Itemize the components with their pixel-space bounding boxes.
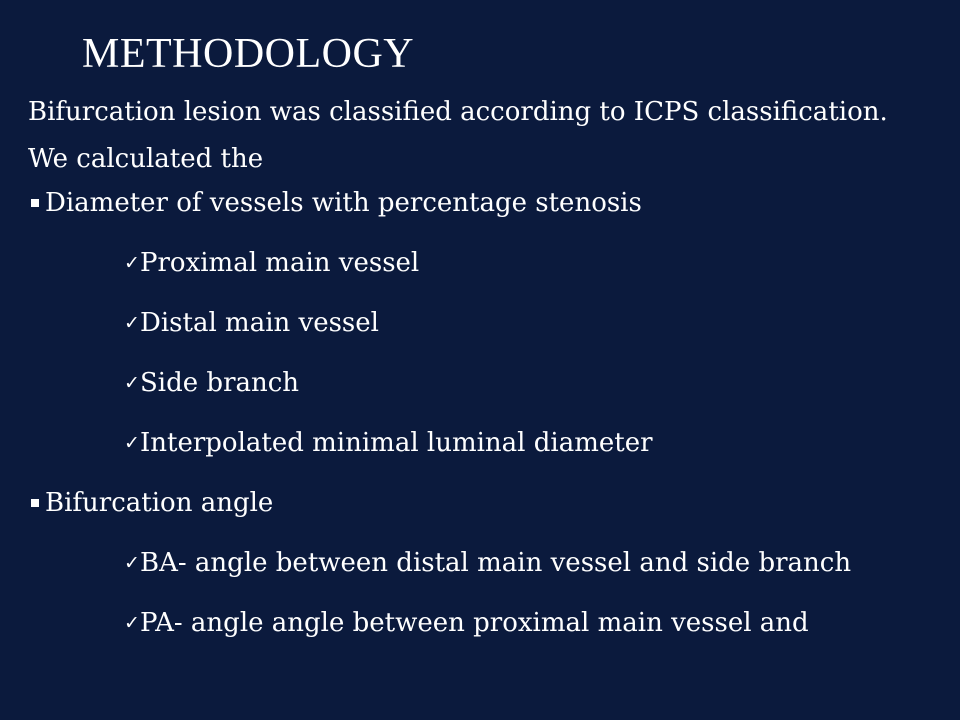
check-item-text: Interpolated minimal luminal diameter (140, 428, 653, 458)
check-item (124, 247, 938, 280)
bullet-text: Bifurcation angle (45, 488, 274, 518)
check-item-text: BA- angle between distal main vessel and side branch (140, 548, 852, 578)
check-icon: ✓ (124, 612, 140, 634)
check-item (124, 607, 938, 640)
square-bullet-icon (31, 199, 39, 207)
bullet-diameter (28, 187, 938, 220)
check-icon: ✓ (124, 552, 140, 574)
check-icon: ✓ (124, 312, 140, 334)
check-item (124, 427, 938, 460)
check-icon: ✓ (124, 432, 140, 454)
check-item (124, 547, 938, 580)
check-icon: ✓ (124, 372, 140, 394)
bullet-text: Diameter of vessels with percentage stenosis (45, 188, 642, 218)
check-item-text: Proximal main vessel (140, 248, 420, 278)
check-item-text: Side branch (140, 368, 300, 398)
intro-text: Bifurcation lesion was classified according to ICPS classification. (28, 97, 888, 127)
bullet-angle (28, 487, 938, 520)
check-item-text: PA- angle angle between proximal main vessel and (140, 608, 809, 638)
square-bullet-icon (31, 499, 39, 507)
check-item (124, 367, 938, 400)
calc-label: We calculated the (28, 144, 264, 174)
check-item (124, 307, 938, 340)
slide-body (28, 96, 938, 667)
slide-title: METHODOLOGY (82, 31, 415, 77)
check-icon: ✓ (124, 252, 140, 274)
check-item-text: Distal main vessel (140, 308, 379, 338)
